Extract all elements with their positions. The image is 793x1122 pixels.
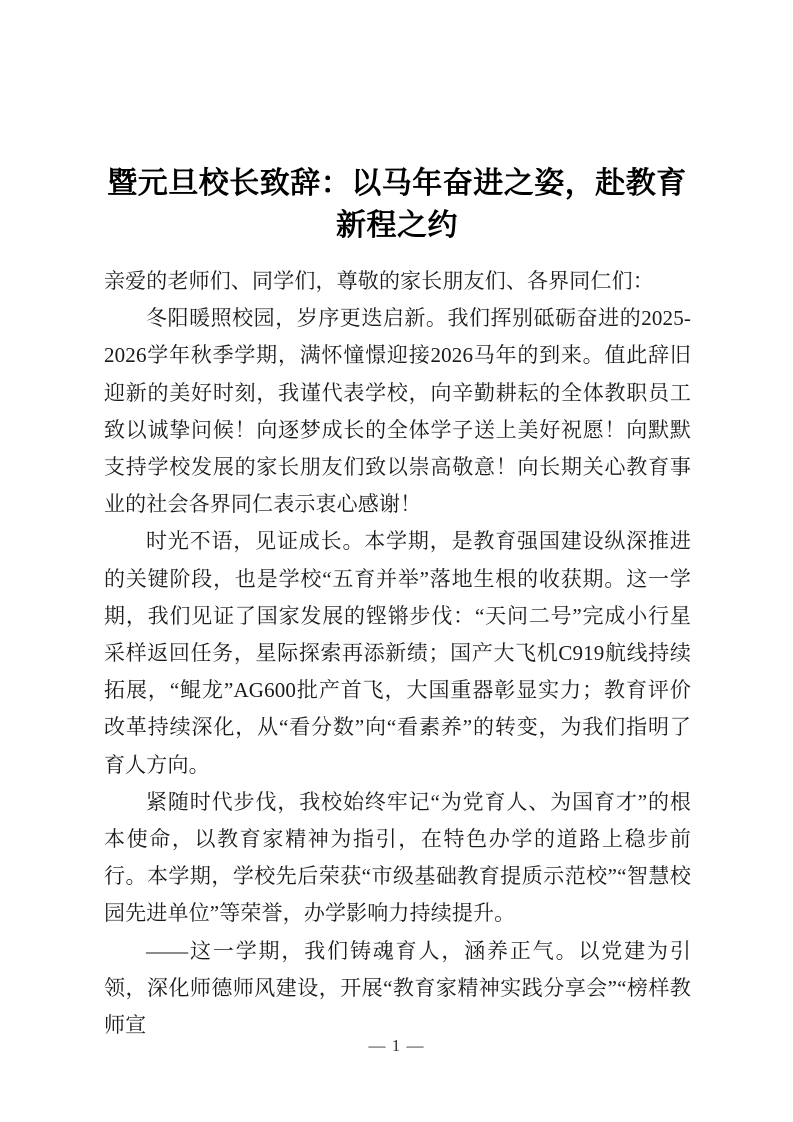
- paragraph-school-mission: 紧随时代步伐，我校始终牢记“为党育人、为国育才”的根本使命，以教育家精神为指引，在特色办学的道路上稳步前行。本学期，学校先后荣获“市级基础教育提质示范校”“智慧校园先进单位”等荣誉，办学影响力持续提升。: [104, 789, 691, 926]
- paragraph-semester-moral-education: ——这一学期，我们铸魂育人，涵养正气。以党建为引领，深化师德师风建设，开展“教育家精神实践分享会”“榜样教师宣: [104, 938, 691, 1038]
- paragraph-achievements-national: 时光不语，见证成长。本学期，是教育强国建设纵深推进的关键阶段，也是学校“五育并举”落地生根的收获期。这一学期，我们见证了国家发展的铿锵步伐：“天问二号”完成小行星采样返回任务，星际探索再添新绩；国产大飞机C919航线持续拓展，“鲲龙”AG600批产首飞，大国重器彰显实力；教育评价改革持续深化，从“看分数”向“看素养”的转变，为我们指明了育人方向。: [104, 529, 691, 777]
- page-title: 暨元旦校长致辞：以马年奋进之姿，赴教育新程之约: [107, 166, 687, 244]
- paragraph-greeting: 冬阳暖照校园，岁序更迭启新。我们挥别砥砺奋进的2025-2026学年秋季学期，满怀憧憬迎接2026马年的到来。值此辞旧迎新的美好时刻，我谨代表学校，向辛勤耕耘的全体教职员工致以诚挚问候！向逐梦成长的全体学子送上美好祝愿！向默默支持学校发展的家长朋友们致以崇高敬意！向长期关心教育事业的社会各界同仁表示衷心感谢！: [104, 306, 691, 517]
- document-body: [104, 263, 691, 1044]
- paragraph-salutation: 亲爱的老师们、同学们，尊敬的家长朋友们、各界同仁们：: [104, 269, 654, 293]
- page-number-footer: — 1 —: [368, 1036, 425, 1055]
